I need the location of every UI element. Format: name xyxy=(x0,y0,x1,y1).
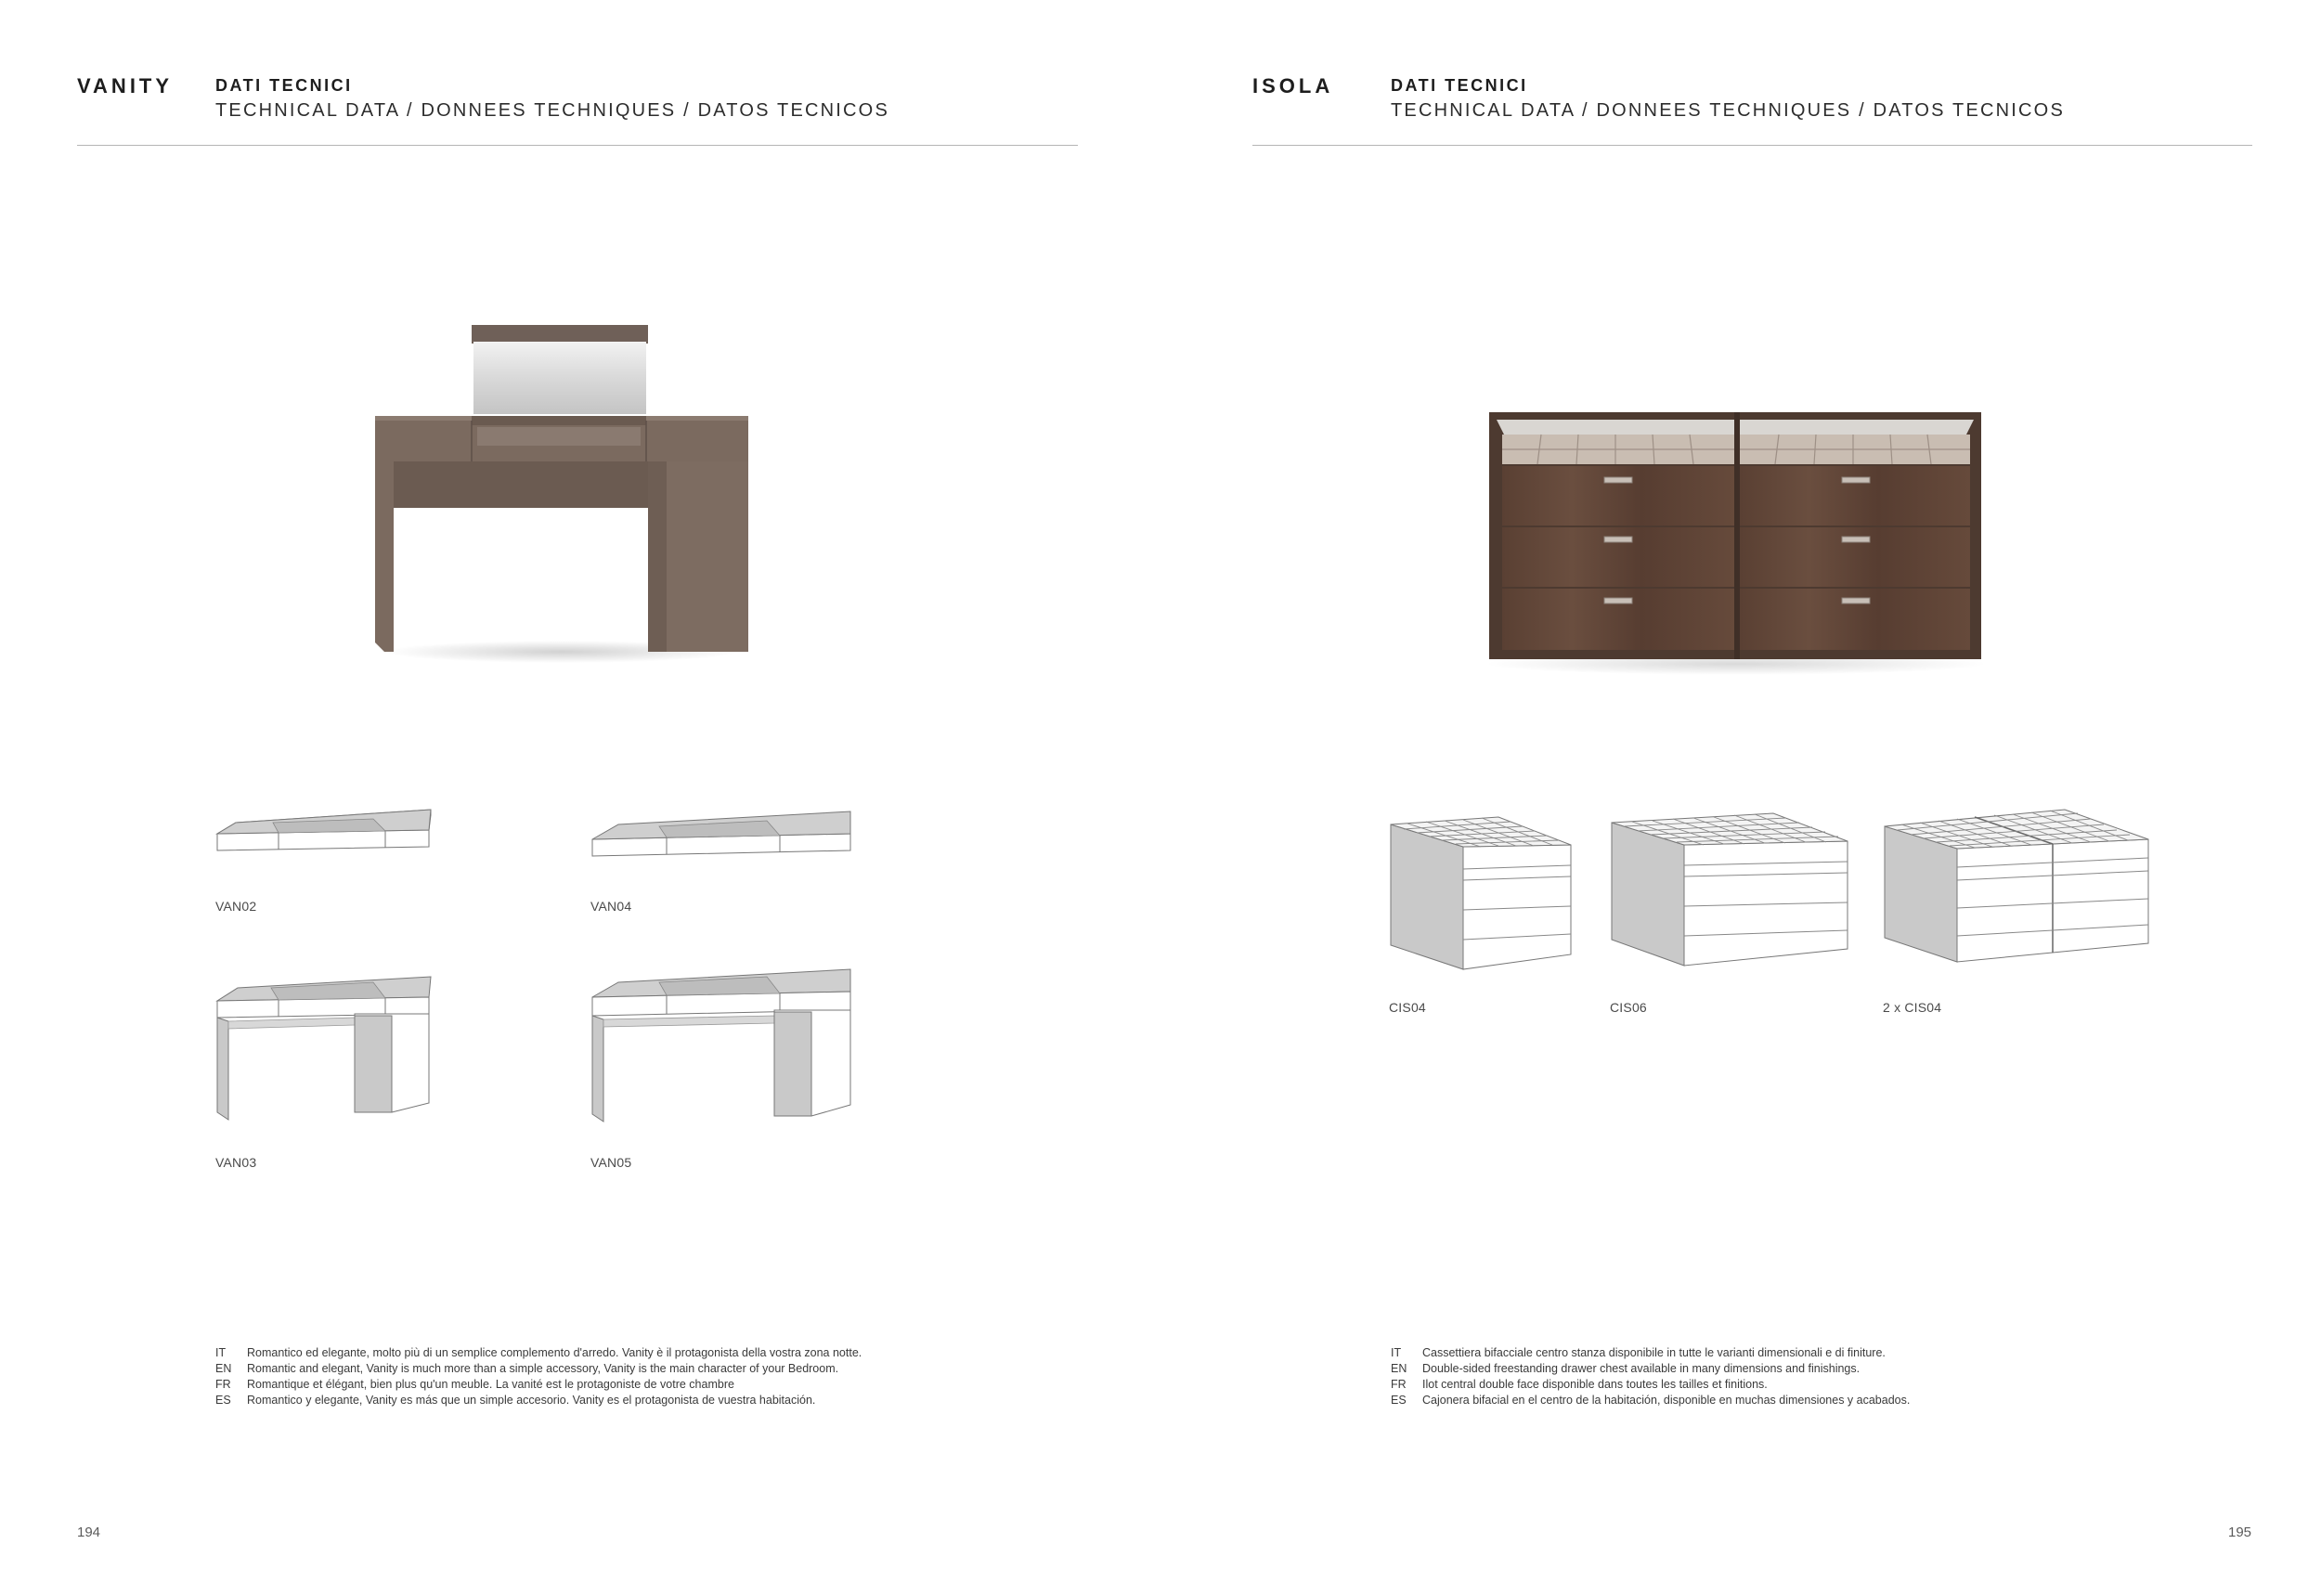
left-page xyxy=(0,0,1160,1596)
section-subheading: TECHNICAL DATA / DONNEES TECHNIQUES / DATOS TECNICOS xyxy=(215,100,889,121)
van03-drawing xyxy=(215,964,438,1122)
cis06-drawing xyxy=(1610,811,1851,979)
description-block xyxy=(215,1345,862,1408)
page-number: 195 xyxy=(2228,1525,2252,1540)
description-line: FR Romantique et élégant, bien plus qu'un meuble. La vanité est le protagoniste de votre chambre xyxy=(215,1378,734,1391)
section-heading: DATI TECNICI xyxy=(215,76,353,95)
isola-product-photo xyxy=(1485,399,1987,678)
description-line: ES Cajonera bifacial en el centro de la habitación, disponible en muchas dimensiones y acabados. xyxy=(1391,1394,1911,1407)
header-divider xyxy=(77,145,1078,146)
van02-drawing xyxy=(215,806,438,871)
right-page xyxy=(1160,0,2321,1596)
code-van02: VAN02 xyxy=(215,899,257,914)
description-line: EN Romantic and elegant, Vanity is much more than a simple accessory, Vanity is the main character of your Bedroom. xyxy=(215,1362,839,1375)
page-number: 194 xyxy=(77,1525,101,1540)
cis04-double-drawing xyxy=(1883,806,2161,982)
van05-drawing xyxy=(590,956,860,1123)
description-line: IT Cassettiera bifacciale centro stanza disponibile in tutte le varianti dimensionali e di finiture. xyxy=(1391,1346,1886,1359)
code-van05: VAN05 xyxy=(590,1155,632,1170)
product-title: ISOLA xyxy=(1252,74,1334,97)
code-cis06: CIS06 xyxy=(1610,1000,1647,1015)
section-heading: DATI TECNICI xyxy=(1391,76,1528,95)
code-van03: VAN03 xyxy=(215,1155,257,1170)
code-cis04: CIS04 xyxy=(1389,1000,1426,1015)
description-line: FR Ilot central double face disponible dans toutes les tailles et finitions. xyxy=(1391,1378,1768,1391)
description-line: IT Romantico ed elegante, molto più di un semplice complemento d'arredo. Vanity è il protagonista della vostra zona notte. xyxy=(215,1346,862,1359)
van04-drawing xyxy=(590,797,860,871)
description-line: EN Double-sided freestanding drawer chest available in many dimensions and finishings. xyxy=(1391,1362,1861,1375)
cis04-drawing xyxy=(1389,815,1575,982)
section-subheading: TECHNICAL DATA / DONNEES TECHNIQUES / DATOS TECNICOS xyxy=(1391,100,2065,121)
product-title: VANITY xyxy=(77,74,174,97)
code-cis04-double: 2 x CIS04 xyxy=(1883,1000,1942,1015)
description-line: ES Romantico y elegante, Vanity es más que un simple accesorio. Vanity es el protagonista de vuestra habitación. xyxy=(215,1394,816,1407)
description-block xyxy=(1391,1345,1910,1408)
header-divider xyxy=(1252,145,2252,146)
vanity-product-photo xyxy=(362,316,771,668)
code-van04: VAN04 xyxy=(590,899,632,914)
